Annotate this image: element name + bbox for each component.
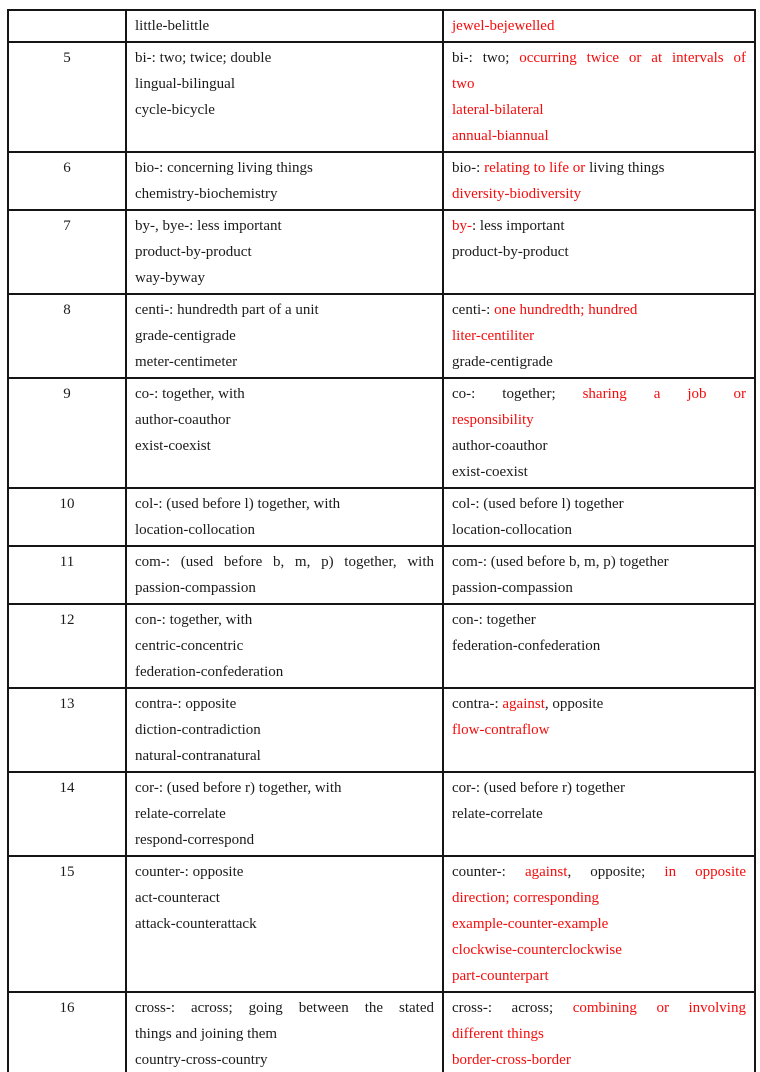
text-line xyxy=(452,717,746,743)
text-segment: centi-: xyxy=(452,302,495,318)
text-segment: col-: (used before l) together xyxy=(452,496,624,512)
text-segment: product-by-product xyxy=(452,244,569,260)
text-segment: relate-correlate xyxy=(135,806,226,822)
revised-text-segment: combining or involving xyxy=(572,1000,746,1016)
text-line xyxy=(135,239,434,265)
text-line xyxy=(135,801,434,827)
text-line xyxy=(452,433,746,459)
revised-text-segment: different things xyxy=(452,1026,544,1042)
row-number-cell xyxy=(8,378,126,488)
text-segment: product-by-product xyxy=(135,244,252,260)
revised-text-segment: by- xyxy=(452,218,472,234)
revised-entry-cell xyxy=(443,772,755,856)
text-segment: little-belittle xyxy=(135,18,210,34)
text-segment: attack-counterattack xyxy=(135,916,257,932)
revised-entry-cell xyxy=(443,992,755,1072)
text-line xyxy=(135,71,434,97)
table-row xyxy=(8,210,755,294)
text-line xyxy=(452,801,746,827)
text-segment: centric-concentric xyxy=(135,638,244,654)
text-line xyxy=(452,45,746,71)
revised-text-segment: flow-contraflow xyxy=(452,722,550,738)
revised-text-segment: jewel-bejewelled xyxy=(452,18,555,34)
table-row xyxy=(8,688,755,772)
text-line xyxy=(452,97,746,123)
table-row xyxy=(8,10,755,42)
text-segment: cycle-bicycle xyxy=(135,102,215,118)
prefix-table xyxy=(7,9,756,1072)
text-segment: counter-: xyxy=(452,864,525,880)
row-number-cell xyxy=(8,856,126,992)
text-line xyxy=(452,633,746,659)
text-segment: bio-: xyxy=(452,160,485,176)
text-line xyxy=(452,691,746,717)
text-segment: grade-centigrade xyxy=(135,328,236,344)
text-segment: : less important xyxy=(472,218,565,234)
text-segment: author-coauthor xyxy=(452,438,548,454)
text-segment: relate-correlate xyxy=(452,806,543,822)
text-segment: diction-contradiction xyxy=(135,722,261,738)
text-segment: meter-centimeter xyxy=(135,354,238,370)
text-line xyxy=(452,549,746,575)
revised-entry-cell xyxy=(443,294,755,378)
row-number: 7 xyxy=(63,218,71,234)
text-line xyxy=(452,963,746,989)
text-segment: cross-: across; going between the stated xyxy=(135,1000,434,1016)
row-number-cell xyxy=(8,772,126,856)
text-line xyxy=(135,381,434,407)
revised-text-segment: border-cross-border xyxy=(452,1052,571,1068)
table-row xyxy=(8,604,755,688)
original-entry-cell xyxy=(126,42,443,152)
text-line xyxy=(135,859,434,885)
text-line xyxy=(452,407,746,433)
revised-text-segment: relating to life or xyxy=(484,160,590,176)
revised-entry-cell xyxy=(443,42,755,152)
revised-text-segment: responsibility xyxy=(452,412,534,428)
text-line xyxy=(135,433,434,459)
row-number: 10 xyxy=(59,496,75,512)
text-line xyxy=(135,717,434,743)
text-line xyxy=(452,775,746,801)
text-line xyxy=(452,181,746,207)
text-segment: passion-compassion xyxy=(452,580,573,596)
text-line xyxy=(135,323,434,349)
row-number: 9 xyxy=(63,386,71,402)
text-segment: respond-correspond xyxy=(135,832,255,848)
text-line xyxy=(135,549,434,575)
text-line xyxy=(135,265,434,291)
text-segment: country-cross-country xyxy=(135,1052,268,1068)
row-number-cell xyxy=(8,604,126,688)
text-segment: author-coauthor xyxy=(135,412,231,428)
text-line xyxy=(135,911,434,937)
original-entry-cell xyxy=(126,688,443,772)
text-line xyxy=(452,911,746,937)
revised-entry-cell xyxy=(443,10,755,42)
original-entry-cell xyxy=(126,152,443,210)
original-entry-cell xyxy=(126,488,443,546)
table-row xyxy=(8,42,755,152)
text-segment: passion-compassion xyxy=(135,580,256,596)
original-entry-cell xyxy=(126,604,443,688)
row-number-cell xyxy=(8,210,126,294)
text-line xyxy=(452,123,746,149)
original-entry-cell xyxy=(126,992,443,1072)
original-entry-cell xyxy=(126,210,443,294)
text-line xyxy=(452,239,746,265)
prefix-table-body xyxy=(8,10,755,1072)
revised-entry-cell xyxy=(443,488,755,546)
original-entry-cell xyxy=(126,856,443,992)
table-row xyxy=(8,378,755,488)
text-segment: bi-: two; xyxy=(452,50,520,66)
revised-text-segment: against xyxy=(524,864,568,880)
text-segment: con-: together, with xyxy=(135,612,253,628)
text-line xyxy=(452,459,746,485)
table-row xyxy=(8,546,755,604)
revised-text-segment: direction; corresponding xyxy=(452,890,600,906)
revised-text-segment: clockwise-counterclockwise xyxy=(452,942,622,958)
revised-entry-cell xyxy=(443,546,755,604)
text-line xyxy=(452,937,746,963)
text-line xyxy=(135,775,434,801)
text-segment: cor-: (used before r) together, with xyxy=(135,780,342,796)
text-line xyxy=(135,633,434,659)
revised-entry-cell xyxy=(443,152,755,210)
row-number: 6 xyxy=(63,160,71,176)
revised-text-segment: against xyxy=(502,696,545,712)
text-line xyxy=(135,885,434,911)
text-line xyxy=(452,297,746,323)
text-segment: , opposite xyxy=(544,696,604,712)
original-entry-cell xyxy=(126,772,443,856)
row-number: 13 xyxy=(59,696,75,712)
revised-text-segment: occurring twice or at intervals of xyxy=(519,50,746,66)
text-line xyxy=(452,575,746,601)
text-segment: counter-: opposite xyxy=(135,864,244,880)
text-line xyxy=(135,995,434,1021)
table-row xyxy=(8,152,755,210)
row-number: 15 xyxy=(59,864,75,880)
original-entry-cell xyxy=(126,294,443,378)
text-segment: federation-confederation xyxy=(452,638,601,654)
row-number: 5 xyxy=(63,50,71,66)
row-number-cell xyxy=(8,488,126,546)
text-segment: location-collocation xyxy=(452,522,572,538)
text-segment: cor-: (used before r) together xyxy=(452,780,625,796)
row-number-cell xyxy=(8,688,126,772)
text-segment: centi-: hundredth part of a unit xyxy=(135,302,319,318)
text-segment: com-: (used before b, m, p) together, with xyxy=(135,554,434,570)
text-segment: lingual-bilingual xyxy=(135,76,235,92)
text-segment: com-: (used before b, m, p) together xyxy=(452,554,669,570)
table-row xyxy=(8,856,755,992)
row-number: 16 xyxy=(59,1000,75,1016)
text-line xyxy=(135,691,434,717)
text-segment: bio-: concerning living things xyxy=(135,160,313,176)
table-row xyxy=(8,488,755,546)
table-row xyxy=(8,772,755,856)
text-line xyxy=(452,213,746,239)
revised-text-segment: sharing a job or xyxy=(582,386,746,402)
text-segment: living things xyxy=(589,160,665,176)
row-number-cell xyxy=(8,294,126,378)
text-segment: natural-contranatural xyxy=(135,748,261,764)
text-segment: co-: together, with xyxy=(135,386,245,402)
revised-text-segment: annual-biannual xyxy=(452,128,549,144)
text-segment: federation-confederation xyxy=(135,664,284,680)
text-line xyxy=(452,995,746,1021)
revised-entry-cell xyxy=(443,604,755,688)
text-line xyxy=(135,349,434,375)
text-segment: location-collocation xyxy=(135,522,255,538)
text-segment: col-: (used before l) together, with xyxy=(135,496,341,512)
revised-text-segment: in opposite xyxy=(664,864,747,880)
text-line xyxy=(452,13,746,39)
text-line xyxy=(135,297,434,323)
table-row xyxy=(8,294,755,378)
text-line xyxy=(135,1021,434,1047)
text-segment: , opposite; xyxy=(567,864,665,880)
text-line xyxy=(452,155,746,181)
table-row xyxy=(8,992,755,1072)
text-segment: exist-coexist xyxy=(452,464,528,480)
row-number-cell xyxy=(8,546,126,604)
row-number: 11 xyxy=(59,554,75,570)
row-number: 14 xyxy=(59,780,75,796)
revised-text-segment: liter-centiliter xyxy=(452,328,535,344)
text-line xyxy=(135,517,434,543)
text-line xyxy=(452,1021,746,1047)
text-line xyxy=(135,407,434,433)
original-entry-cell xyxy=(126,546,443,604)
row-number-cell xyxy=(8,152,126,210)
text-segment: act-counteract xyxy=(135,890,220,906)
text-line xyxy=(452,71,746,97)
text-line xyxy=(452,885,746,911)
text-line xyxy=(135,827,434,853)
original-entry-cell xyxy=(126,378,443,488)
revised-text-segment: part-counterpart xyxy=(452,968,549,984)
text-line xyxy=(135,1047,434,1072)
text-segment: way-byway xyxy=(135,270,205,286)
text-segment: chemistry-biochemistry xyxy=(135,186,278,202)
revised-text-segment: lateral-bilateral xyxy=(452,102,544,118)
text-segment: cross-: across; xyxy=(452,1000,573,1016)
text-segment: exist-coexist xyxy=(135,438,211,454)
row-number-cell xyxy=(8,992,126,1072)
revised-text-segment: one hundredth; hundred xyxy=(494,302,638,318)
text-line xyxy=(135,13,434,39)
text-line xyxy=(452,323,746,349)
revised-entry-cell xyxy=(443,378,755,488)
text-line xyxy=(135,575,434,601)
text-segment: bi-: two; twice; double xyxy=(135,50,272,66)
row-number-cell xyxy=(8,10,126,42)
revised-entry-cell xyxy=(443,688,755,772)
row-number: 12 xyxy=(59,612,75,628)
text-segment: things and joining them xyxy=(135,1026,278,1042)
text-line xyxy=(452,349,746,375)
revised-text-segment: example-counter-example xyxy=(452,916,609,932)
text-line xyxy=(135,181,434,207)
text-line xyxy=(135,97,434,123)
text-segment: by-, bye-: less important xyxy=(135,218,282,234)
text-segment: contra-: xyxy=(452,696,503,712)
revised-text-segment: diversity-biodiversity xyxy=(452,186,582,202)
text-segment: grade-centigrade xyxy=(452,354,553,370)
revised-entry-cell xyxy=(443,210,755,294)
text-line xyxy=(135,45,434,71)
text-line xyxy=(452,491,746,517)
text-line xyxy=(135,213,434,239)
revised-text-segment: two xyxy=(452,76,475,92)
row-number-cell xyxy=(8,42,126,152)
text-line xyxy=(452,607,746,633)
text-line xyxy=(135,743,434,769)
text-segment: con-: together xyxy=(452,612,536,628)
text-line xyxy=(452,1047,746,1072)
revised-entry-cell xyxy=(443,856,755,992)
text-line xyxy=(452,517,746,543)
text-segment: co-: together; xyxy=(452,386,583,402)
text-segment: contra-: opposite xyxy=(135,696,237,712)
text-line xyxy=(135,491,434,517)
row-number: 8 xyxy=(63,302,71,318)
text-line xyxy=(135,607,434,633)
text-line xyxy=(452,381,746,407)
text-line xyxy=(135,659,434,685)
original-entry-cell xyxy=(126,10,443,42)
text-line xyxy=(452,859,746,885)
text-line xyxy=(135,155,434,181)
